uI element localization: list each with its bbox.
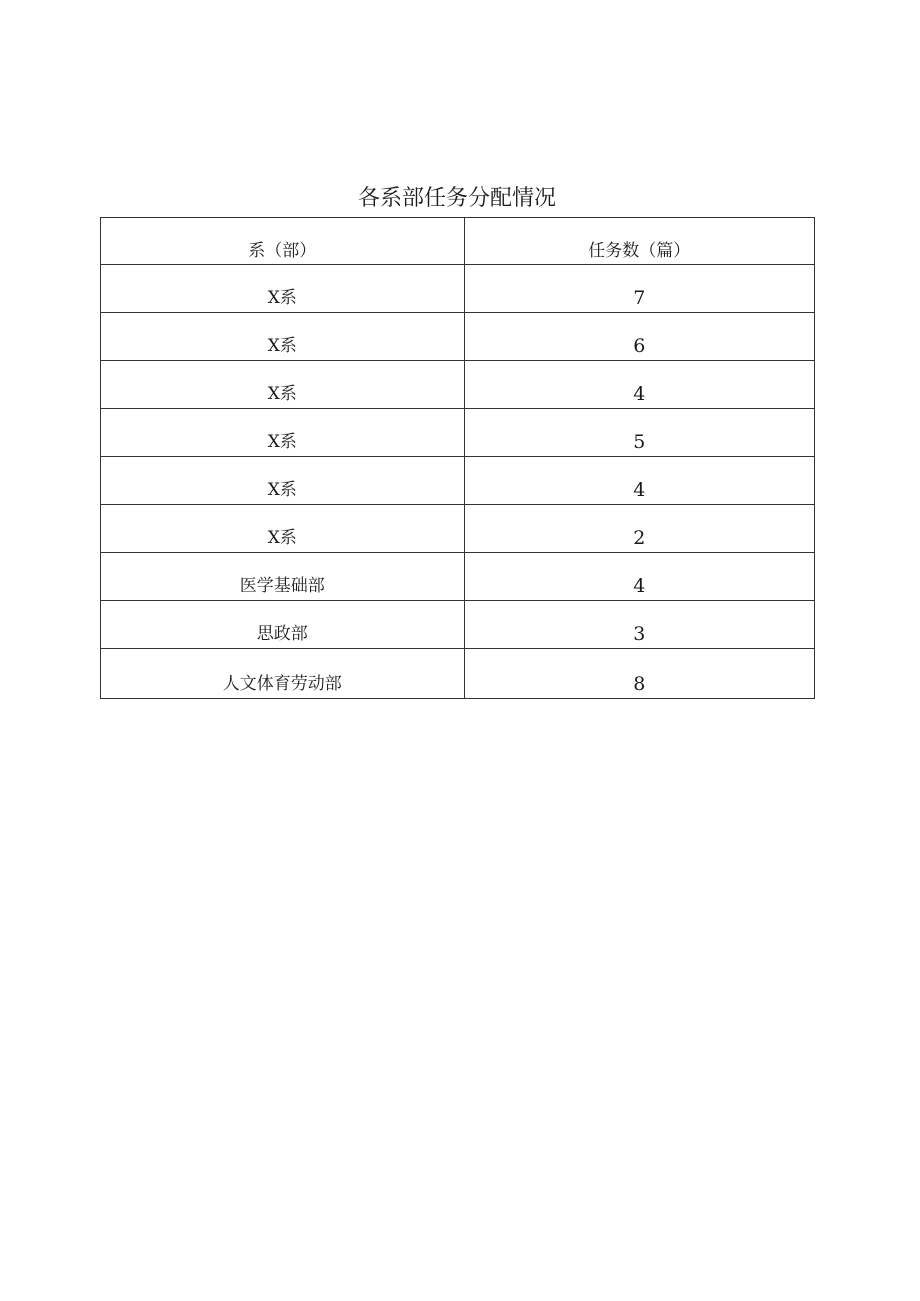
task-allocation-table	[100, 217, 815, 699]
table-row	[101, 457, 815, 505]
task-count-cell: 6	[464, 313, 815, 361]
header-task-count: 任务数（篇）	[464, 218, 815, 265]
task-count-cell: 5	[464, 409, 815, 457]
department-cell: X系	[101, 457, 465, 505]
department-cell: 思政部	[101, 601, 465, 649]
task-count-cell: 3	[464, 601, 815, 649]
table-row	[101, 409, 815, 457]
department-cell: X系	[101, 409, 465, 457]
department-cell: 医学基础部	[101, 553, 465, 601]
table-row	[101, 505, 815, 553]
department-cell: X系	[101, 265, 465, 313]
task-count-cell: 8	[464, 649, 815, 699]
header-department: 系（部）	[101, 218, 465, 265]
department-cell: X系	[101, 505, 465, 553]
task-count-cell: 7	[464, 265, 815, 313]
department-cell: 人文体育劳动部	[101, 649, 465, 699]
task-count-cell: 2	[464, 505, 815, 553]
task-count-cell: 4	[464, 457, 815, 505]
table-row	[101, 553, 815, 601]
table-row	[101, 313, 815, 361]
table-header-row	[101, 218, 815, 265]
table-row	[101, 649, 815, 699]
task-count-cell: 4	[464, 361, 815, 409]
table-row	[101, 265, 815, 313]
table-row	[101, 361, 815, 409]
task-count-cell: 4	[464, 553, 815, 601]
department-cell: X系	[101, 361, 465, 409]
department-cell: X系	[101, 313, 465, 361]
table-row	[101, 601, 815, 649]
document-title: 各系部任务分配情况	[357, 186, 556, 211]
